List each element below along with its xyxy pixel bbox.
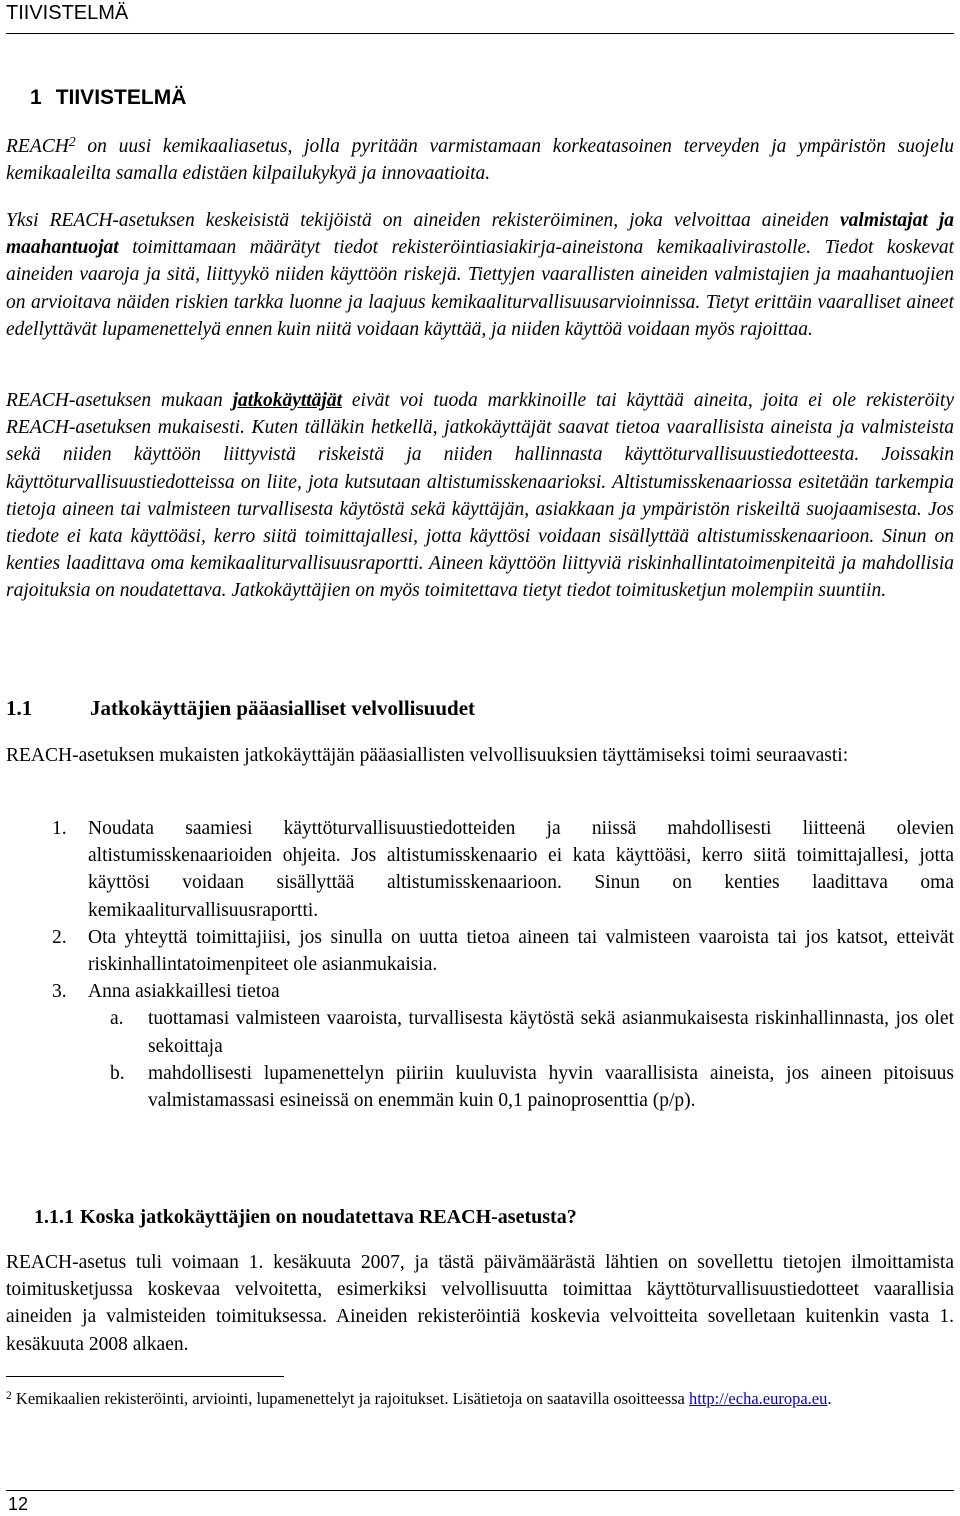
footnote-link[interactable]: http://echa.europa.eu [689,1389,828,1408]
list-item-text: Anna asiakkaillesi tietoa [88,981,280,1003]
list-item [52,978,954,1005]
list-marker: 3. [52,981,67,1003]
intro-p1-start: REACH [6,136,69,157]
list-marker: 1. [52,818,67,839]
section-number: 1.1 [6,696,33,720]
running-header: TIIVISTELMÄ [6,2,129,24]
footnote-text: Kemikaalien rekisteröinti, arviointi, lupamenettelyt ja rajoitukset. Lisätietoja on saatavilla osoitteessa [11,1389,689,1408]
section-title: TIIVISTELMÄ [55,86,187,109]
page-number: 12 [8,1494,29,1514]
obligations-list [52,815,954,1114]
intro-p3-start: REACH-asetuksen mukaan [6,390,233,411]
footnote-rule [6,1376,284,1377]
section-number: 1.1.1 [34,1206,74,1228]
list-item-text: Ota yhteyttä toimittajiisi, jos sinulla on uutta tietoa aineen tai valmisteen vaaroista tai jos katsot, etteivät riskinhallintatoimenpiteet ole asianmukaisia. [88,926,954,976]
sub-list-item [110,1060,954,1114]
section-title: Jatkokäyttäjien pääasialliset velvollisuudet [90,696,476,720]
section-heading-1-1 [6,696,475,721]
obligations-intro: REACH-asetuksen mukaisten jatkokäyttäjän pääasiallisten velvollisuuksien täyttämiseksi toimi seuraavasti: [6,745,849,766]
list-marker: 2. [52,926,67,948]
timeline-paragraph: REACH-asetus tuli voimaan 1. kesäkuuta 2007, ja tästä päivämäärästä lähtien on sovellettu tietojen ilmoittamista toimitusketjussa koskevaa velvoitetta, esimerkiksi velvollisuutta toimittaa käyttöturvallisuustiedotteet vaarallisia aineiden ja valmisteiden toimituksessa. Aineiden rekisteröintiä koskevia velvoitteita sovelletaan kuitenkin vasta 1. kesäkuuta 2008 alkaen. [6,1252,954,1355]
intro-p2-bold: valmistajat ja maahantuojat [6,210,954,259]
list-item-text: Noudata saamiesi käyttöturvallisuustiedotteiden ja niissä mahdollisesti liitteenä olevien altistumisskenaarioiden ohjeita. Jos altistumisskenaario ei kata käyttöäsi, kerro siitä toimittajallesi, jotta käyttösi voidaan sisällyttää altistumisskenaarioon. Sinun on kenties laadittava oma kemikaaliturvallisuusraportti. [88,818,954,921]
list-item-text: mahdollisesti lupamenettelyn piiriin kuuluvista hyvin vaarallisista aineista, jos aineen pitoisuus valmistamassasi esineissä on enemmän kuin 0,1 painoprosenttia (p/p). [148,1062,954,1112]
footnote [6,1386,954,1411]
list-item [52,815,954,924]
intro-paragraph-1 [6,133,954,187]
list-item [52,924,954,978]
list-marker: b. [110,1062,125,1084]
intro-p3-rest: eivät voi tuoda markkinoille tai käyttää aineita, joita ei ole rekisteröity REACH-asetuksen mukaisesti. Kuten tälläkin hetkellä, jatkokäyttäjät saavat tietoa vaarallisista aineista ja valmisteista sekä niiden käyttöön liittyvistä riskeistä ja niiden hallinnasta käyttöturvallisuustiedotteesta. Joissakin käyttöturvallisuustiedotteissa on liite, jota kutsutaan altistumisskenaarioksi. Altistumisskenaariossa esitetään tarkempia tietoja aineen tai valmisteen turvallisesta käytöstä sekä käyttäjän, asiakkaan ja ympäristön riskeiltä suojaamisesta. Jos tiedote ei kata käyttöäsi, kerro siitä toimittajallesi, jotta käyttösi voidaan sisällyttää altistumisskenaarioon. Sinun on kenties laadittava oma kemikaaliturvallisuusraportti. Aineen käyttöön liittyviä riskinhallintatoimenpiteitä ja mahdollisia rajoituksia on noudatettava. Jatkokäyttäjien on myös toimitettava tietyt tiedot toimitusketjun molempiin suuntiin. [6,390,954,602]
list-item-text: tuottamasi valmisteen vaaroista, turvallisesta käytöstä sekä asianmukaisesta riskinhallinnasta, jos olet sekoittaja [148,1008,954,1057]
footer-rule [6,1490,954,1491]
intro-p2-start: Yksi REACH-asetuksen keskeisistä tekijöistä on aineiden rekisteröiminen, joka velvoittaa aineiden [6,210,840,231]
footnote-end: . [827,1389,832,1408]
footnote-marker: 2 [6,1389,12,1402]
intro-p2-rest: toimittamaan määrätyt tiedot rekisteröintiasiakirja-aineistona kemikaalivirastolle. Tiedot koskevat aineiden vaaroja ja sitä, liittyykö niiden käyttöön riskejä. Tiettyjen vaarallisten aineiden valmistajien ja maahantuojien on arvioitava näiden riskien tarkka luonne ja laajuus kemikaaliturvallisuusarvioinnissa. Tietyt erittäin vaaralliset aineet edellyttävät lupamenettelyä ennen kuin niitä voidaan käyttää, ja niiden käyttöä voidaan myös rajoittaa. [6,237,954,340]
section-number: 1 [30,86,42,109]
intro-paragraph-2 [6,207,954,343]
section-heading-1 [30,86,186,110]
section-title: Koska jatkokäyttäjien on noudatettava REACH-asetusta? [80,1206,577,1228]
intro-p3-bold: jatkokäyttäjät [232,390,343,411]
intro-p1-rest: on uusi kemikaaliasetus, jolla pyritään varmistamaan korkeatasoinen terveyden ja ympäristön suojelu kemikaaleilta samalla edistäen kilpailukykyä ja innovaatioita. [6,136,954,185]
list-marker: a. [110,1008,124,1030]
header-rule [6,33,954,34]
sub-list-item [110,1005,954,1059]
section-heading-1-1-1 [34,1206,577,1229]
intro-paragraph-3 [6,387,954,605]
footnote-ref: 2 [68,133,76,149]
